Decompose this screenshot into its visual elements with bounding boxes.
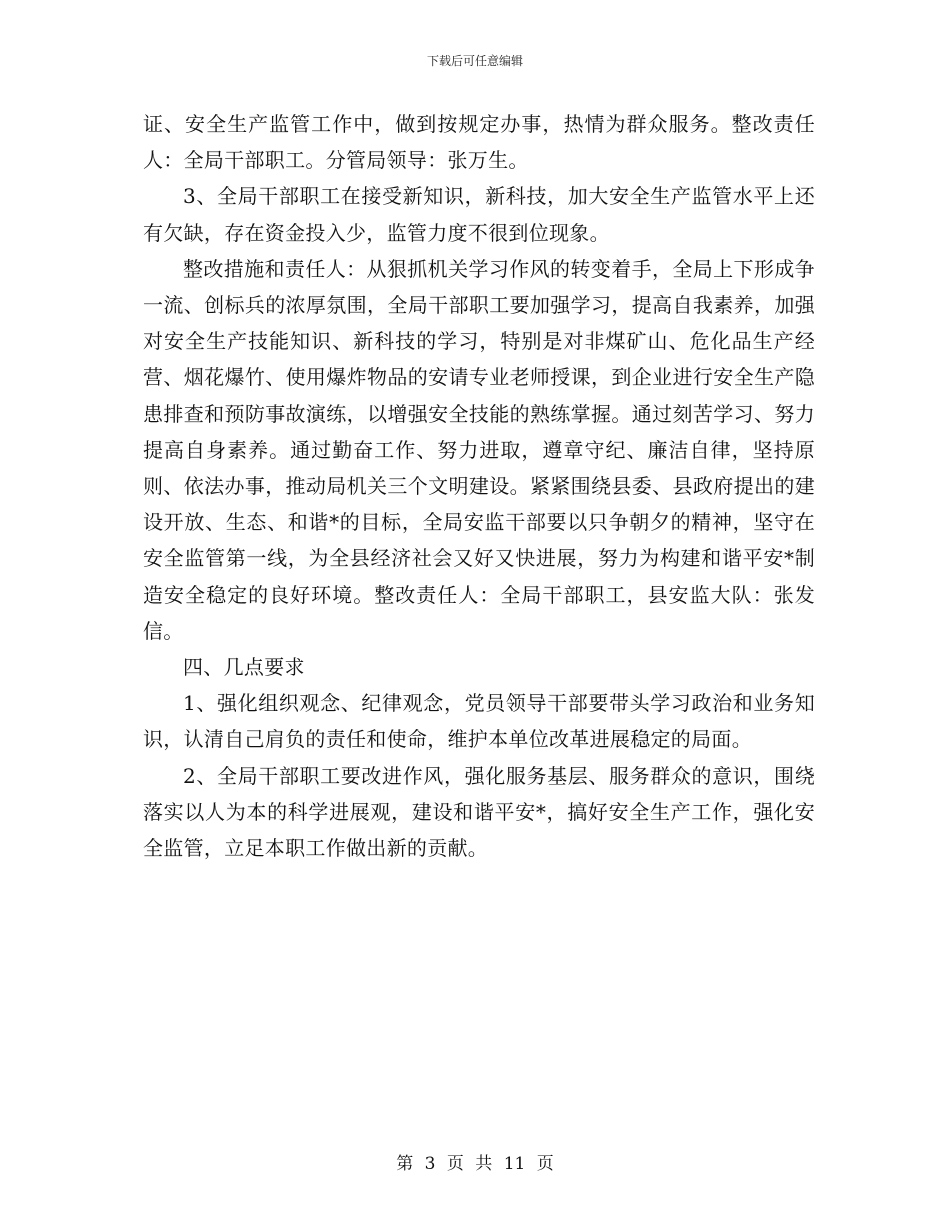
section-heading-requirements: 四、几点要求 xyxy=(183,655,305,680)
page-number-footer: 第 3 页 共 11 页 xyxy=(396,1154,554,1174)
paragraph-2: 3、全局干部职工在接受新知识，新科技，加大安全生产监管水平上还有欠缺，存在资金投入少，监管力度不很到位现象。 xyxy=(143,184,815,245)
document-body xyxy=(143,106,815,866)
paragraph-3: 整改措施和责任人：从狠抓机关学习作风的转变着手，全局上下形成争一流、创标兵的浓厚氛围，全局干部职工要加强学习，提高自我素养，加强对安全生产技能知识、新科技的学习，特别是对非煤矿山、危化品生产经营、烟花爆竹、使用爆炸物品的安请专业老师授课，到企业进行安全生产隐患排查和预防事故演练，以增强安全技能的熟练掌握。通过刻苦学习、努力提高自身素养。通过勤奋工作、努力进取，遵章守纪、廉洁自律，坚持原则、依法办事，推动局机关三个文明建设。紧紧围绕县委、县政府提出的建设开放、生态、和谐*的目标，全局安监干部要以只争朝夕的精神，坚守在安全监管第一线，为全县经济社会又好又快进展，努力为构建和谐平安*制造安全稳定的良好环境。整改责任人：全局干部职工，县安监大队：张发信。 xyxy=(143,256,815,643)
paragraph-4: 1、强化组织观念、纪律观念，党员领导干部要带头学习政治和业务知识，认清自己肩负的责任和使命，维护本单位改革进展稳定的局面。 xyxy=(143,691,815,752)
page-header-note: 下载后可任意编辑 xyxy=(426,54,523,68)
paragraph-5: 2、全局干部职工要改进作风，强化服务基层、服务群众的意识，围绕落实以人为本的科学进展观，建设和谐平安*，搞好安全生产工作，强化安全监管，立足本职工作做出新的贡献。 xyxy=(143,763,815,861)
paragraph-1: 证、安全生产监管工作中，做到按规定办事，热情为群众服务。整改责任人：全局干部职工。分管局领导：张万生。 xyxy=(143,112,815,173)
